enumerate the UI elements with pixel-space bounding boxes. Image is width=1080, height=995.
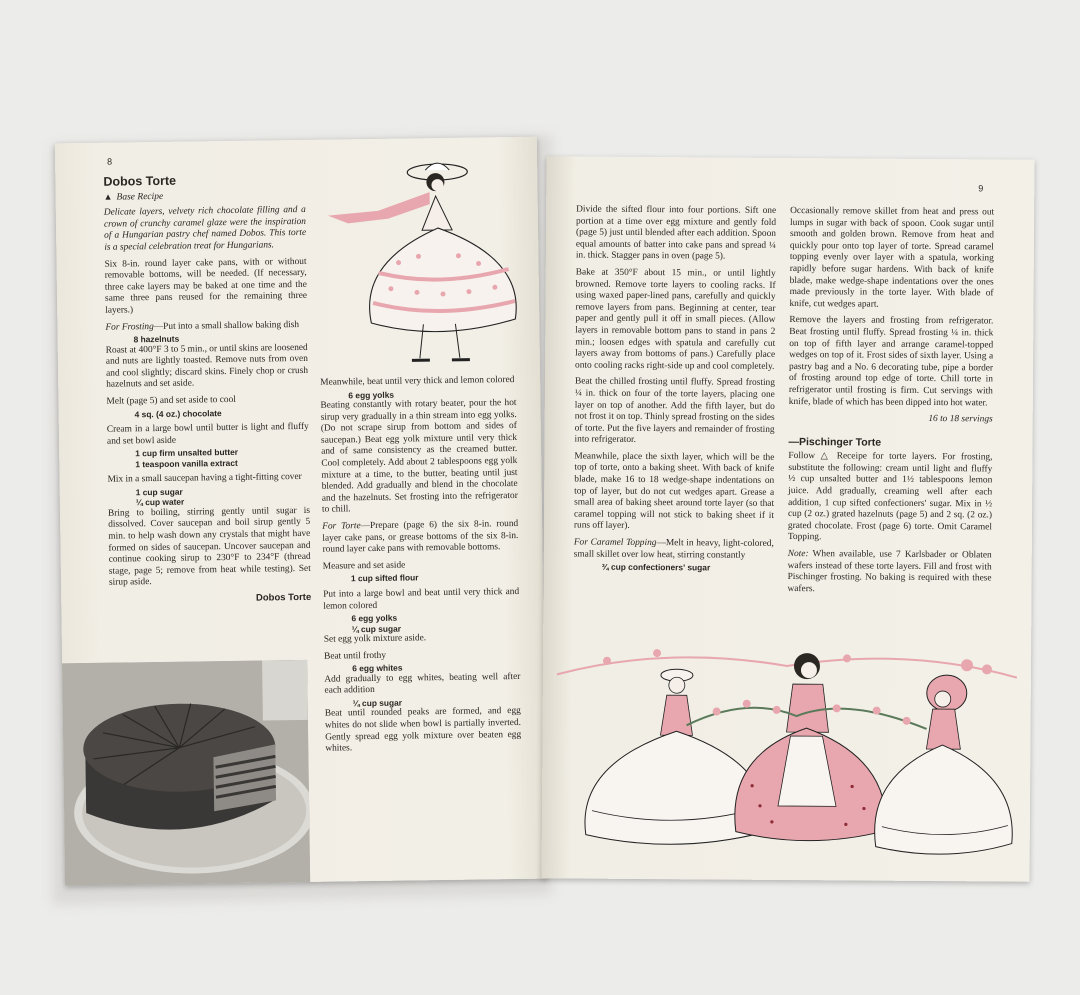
measure-paragraph: Measure and set aside <box>322 560 406 572</box>
set-paragraph: Set egg yolk mixture aside. <box>323 633 427 645</box>
dancing-ladies-illustration <box>546 634 1028 877</box>
servings-text: 16 to 18 servings <box>928 414 993 425</box>
put-paragraph: Put into a large bowl and beat until very thick and lemon colored <box>323 586 520 612</box>
ingredient-egg-yolks: 6 egg yolks <box>348 389 395 400</box>
frosting-label: For Frosting <box>105 321 154 333</box>
ingredient-hazelnuts: 8 hazelnuts <box>133 333 180 345</box>
chilled-paragraph: Beat the chilled frosting until fluffy. Spread frosting ¼ in. thick on four of the torte layers, placing one layer on top of another. Add the fifth layer, but do not frost it on top. Thinly spread frosting on the sides of torte. Put the five layers and remainder of frosting into refrigerator. <box>574 376 775 446</box>
caramel-text: —Melt in heavy, light-colored, small skillet over low heat, stirring constantly <box>573 538 774 561</box>
caramel-label: For Caramel Topping <box>573 537 657 549</box>
divide-paragraph: Divide the sifted flour into four portions. Sift one portion at a time over egg mixture and gently fold (page 5) just until blended after each addition. Spoon equal amounts of batter into cake pans and spread ¼ in. thick. Stagger pans in oven (page 5). <box>575 204 777 262</box>
roast-paragraph: Roast at 400°F 3 to 5 min., or until skins are loosened and nuts are lightly toasted. Remove nuts from oven and cool slightly; discard skins. Finely chop or crush hazelnuts and set aside. <box>105 342 309 391</box>
meanwhile-paragraph: Meanwhile, beat until very thick and lemon colored <box>320 375 515 388</box>
torte-text: —Prepare (page 6) the six 8-in. round layer cake pans, or grease bottoms of the six 8-in. round layer cake pans with removable bottoms. <box>322 519 519 555</box>
page-number-right: 9 <box>978 183 984 194</box>
left-page <box>55 137 547 886</box>
right-column-2 <box>787 206 994 602</box>
cream-paragraph: Cream in a large bowl until butter is light and fluffy and set bowl aside <box>106 421 309 447</box>
ingredient-butter: 1 cup firm unsalted butter <box>135 447 239 459</box>
boil-paragraph: Bring to boiling, stirring gently until sugar is dissolved. Cover saucepan and boil sirup gently 5 min. to help wash down any crystals that might have formed on sides of saucepan. Uncover saucepan and continue cooking sirup to 230°F to 234°F (thread stage, page 5; remove from heat while testing). Set sirup aside. <box>107 505 311 589</box>
right-page <box>541 156 1034 881</box>
peaks-paragraph: Beat until rounded peaks are formed, and egg whites do not slide when bowl is partially inverted. Gently spread egg yolk mixture over beaten egg whites. <box>324 706 522 754</box>
frosting-text: —Put into a small shallow baking dish <box>153 319 300 332</box>
left-column-1 <box>103 174 311 606</box>
ingredient-chocolate: 4 sq. (4 oz.) chocolate <box>134 407 222 419</box>
pischinger-title: —Pischinger Torte <box>788 435 882 449</box>
ingredient-vanilla: 1 teaspoon vanilla extract <box>135 457 238 470</box>
subtitle-text: Base Recipe <box>116 191 164 203</box>
page-number-left: 8 <box>107 156 113 167</box>
note-label: Note: <box>787 549 809 560</box>
add-paragraph: Add gradually to egg whites, beating well after each addition <box>324 671 521 697</box>
right-column-1 <box>574 205 777 574</box>
ingredient-sugar-3: ¼ cup sugar <box>352 697 403 709</box>
torte-paragraph <box>322 519 518 557</box>
recipe-title: Dobos Torte <box>103 173 177 189</box>
lady-illustration <box>317 151 530 376</box>
pans-paragraph: Six 8-in. round layer cake pans, with or without removable bottoms, will be needed. (If necessary, three cake layers may be baked at one time and the same three pans reused for the remaining three layers.) <box>104 256 308 316</box>
photo-caption: Dobos Torte <box>255 591 312 604</box>
frothy-paragraph: Beat until frothy <box>323 650 387 662</box>
ingredient-egg-whites: 6 egg whites <box>352 662 403 674</box>
caramel-paragraph <box>574 538 774 563</box>
torte-photo <box>62 660 310 885</box>
ingredient-sugar: 1 cup sugar <box>135 486 183 498</box>
occasionally-paragraph: Occasionally remove skillet from heat and press out lumps in sugar with back of spoon. Cook sugar until smooth and golden brown. Remove from heat and quickly pour onto top layer of torte. Spread caramel topping evenly over layer with a spatula, working rapidly before sugar hardens. With back of knife blade, make wedge-shape indentations over the ones made previously in the torte layer. With blade of knife, cut wedges apart. <box>789 206 995 310</box>
sixth-layer-paragraph: Meanwhile, place the sixth layer, which will be the top of torte, onto a baking sheet. With back of knife blade, make 16 to 18 wedge-shape indentations on top of layer, but do not cut wedges apart. Grease a small area of baking sheet around torte layer (so that caramel topping will not stick to baking sheet if it runs off layer). <box>573 451 775 532</box>
melt-paragraph: Melt (page 5) and set aside to cool <box>106 394 236 407</box>
recipe-subtitle <box>104 188 306 203</box>
torte-photo-image <box>62 660 310 885</box>
mix-paragraph: Mix in a small saucepan having a tight-fitting cover <box>107 472 302 485</box>
triangle-icon: ▲ <box>103 191 113 202</box>
ingredient-water: ¼ cup water <box>135 497 185 508</box>
ingredient-flour: 1 cup sifted flour <box>350 572 419 584</box>
follow-paragraph: Follow △ Receipe for torte layers. For frosting, substitute the following: cream until light and fluffy ½ cup unsalted butter and 1½ tablespoons lemon juice. Add gradually, creaming well after each addition, 1 cup sifted confectioners' sugar. Mix in ½ cup (2 oz.) grated hazelnuts (page 5) and 2 sq. (2 oz.) grated chocolate. Frost (page 6) torte. Omit Caramel Topping. <box>787 451 993 543</box>
intro-paragraph: Delicate layers, velvety rich chocolate filling and a crown of crunchy caramel glaze were the inspiration of a Hungarian pastry chef named Dobos. This torte is a special celebration treat for Hungarians. <box>103 205 307 253</box>
remove-paragraph: Remove the layers and frosting from refrigerator. Beat frosting until fluffy. Spread frosting ¼ in. thick on top of fifth layer and arrange caramel-topped wedges on top of it. Frost sides of sixth layer. Using a pastry bag and a No. 6 decorating tube, pipe a border of frosting around top edge of torte. Chill torte in refrigerator until frosting is firm. Cut servings with knife, blade of which has been dipped into hot water. <box>788 315 994 408</box>
note-paragraph <box>787 549 991 597</box>
ingredient-egg-yolks-2: 6 egg yolks <box>351 612 398 624</box>
note-text: When available, use 7 Karlsbader or Oblaten wafers instead of these torte layers. Fill and frost with Pischinger frosting. No baking is required with these wafers. <box>787 549 992 595</box>
ingredient-sugar-2: ¼ cup sugar <box>351 623 402 634</box>
bake-paragraph: Bake at 350°F about 15 min., or until lightly browned. Remove torte layers to cooling racks. If using waxed paper-lined pans, carefully and quickly remove layers from pans. Beginning at center, tear paper and gently pull it off in small pieces. (Allow layers in removable bottom pans to stand in pans 2 min.; loosen edges with spatula and carefully cut layers away from bottoms of pans.) Carefully place onto cooling racks right-side up and cool completely. <box>575 267 776 372</box>
left-column-2 <box>320 375 521 761</box>
beating-paragraph: Beating constantly with rotary beater, pour the hot sirup very gradually in a thin stream into egg yolks. (Do not scrape sirup from bottom and sides of saucepan.) Beat egg yolk mixture until very thick and of same consistency as the creamed butter. Cool completely. Add about 2 tablespoons egg yolk mixture at a time, to the butter, beating until just blended. Add gradually and blend in the chocolate and the hazelnuts. Set frosting into the refrigerator to chill. <box>320 398 518 516</box>
ingredient-confectioners-sugar: ¾ cup confectioners' sugar <box>601 561 711 573</box>
torte-label: For Torte <box>322 521 361 532</box>
